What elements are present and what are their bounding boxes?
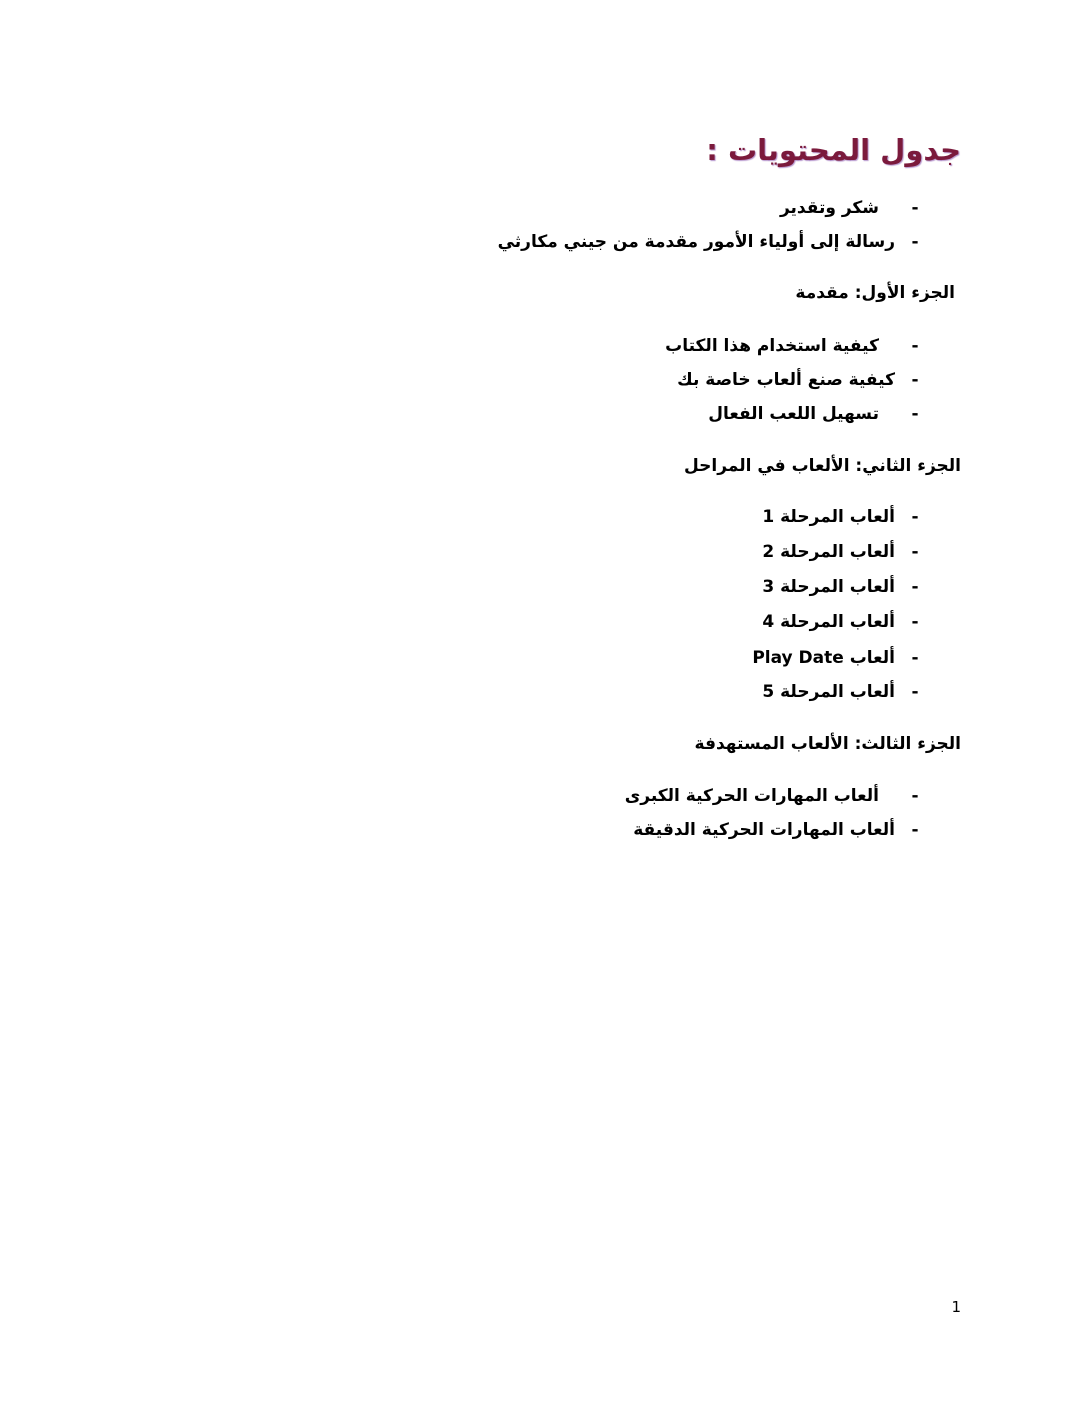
toc-entry-text-latin: Play Date — [752, 648, 844, 668]
bullet-dash: - — [911, 682, 919, 702]
toc-entry-text: شكر وتقدير — [779, 198, 879, 218]
bullet-dash: - — [911, 507, 919, 527]
toc-entry-how-to-use — [181, 332, 931, 360]
toc-entry-text: ألعاب المرحلة 2 — [762, 542, 895, 562]
toc-entry-stage-2 — [181, 538, 931, 566]
part-2-heading: الجزء الثاني: الألعاب في المراحل — [683, 456, 961, 476]
toc-entry-text: ألعاب المرحلة 5 — [762, 682, 895, 702]
bullet-dash: - — [911, 820, 919, 840]
part-3-heading: الجزء الثالث: الألعاب المستهدفة — [694, 734, 961, 754]
toc-entry-text: كيفية استخدام هذا الكتاب — [665, 336, 879, 356]
toc-entry-gross-motor — [181, 782, 931, 810]
toc-entry-fine-motor — [181, 816, 931, 844]
bullet-dash: - — [911, 198, 919, 218]
bullet-dash: - — [911, 786, 919, 806]
toc-entry-stage-3 — [181, 573, 931, 601]
bullet-dash: - — [911, 336, 919, 356]
toc-entry-text: ألعاب المهارات الحركية الدقيقة — [633, 820, 895, 840]
toc-entry-text: ألعاب المرحلة 3 — [762, 577, 895, 597]
part-1-heading: الجزء الأول: مقدمة — [795, 283, 955, 303]
bullet-dash: - — [911, 370, 919, 390]
bullet-dash: - — [911, 612, 919, 632]
toc-entry-play-date — [181, 644, 931, 672]
toc-entry-text: ألعاب المرحلة 4 — [762, 612, 895, 632]
toc-entry-text: كيفية صنع ألعاب خاصة بك — [677, 370, 895, 390]
toc-entry-acknowledgements — [181, 194, 931, 222]
toc-entry-make-own-games — [181, 366, 931, 394]
toc-title: جدول المحتويات : — [706, 133, 961, 167]
page-number: 1 — [951, 1298, 961, 1316]
toc-entry-facilitate-play — [181, 400, 931, 428]
bullet-dash: - — [911, 542, 919, 562]
toc-entry-stage-4 — [181, 608, 931, 636]
toc-entry-text — [752, 644, 899, 672]
bullet-dash: - — [911, 648, 919, 668]
toc-entry-stage-5 — [181, 678, 931, 706]
toc-entry-text: رسالة إلى أولياء الأمور مقدمة من جيني مكارثي — [497, 232, 895, 252]
toc-entry-text: ألعاب المرحلة 1 — [762, 507, 895, 527]
toc-entry-text-arabic: ألعاب — [849, 648, 895, 668]
toc-entry-stage-1 — [181, 503, 931, 531]
toc-entry-text: ألعاب المهارات الحركية الكبرى — [624, 786, 879, 806]
bullet-dash: - — [911, 577, 919, 597]
bullet-dash: - — [911, 404, 919, 424]
toc-entry-letter-to-parents — [181, 228, 931, 256]
toc-entry-text: تسهيل اللعب الفعال — [708, 404, 879, 424]
bullet-dash: - — [911, 232, 919, 252]
